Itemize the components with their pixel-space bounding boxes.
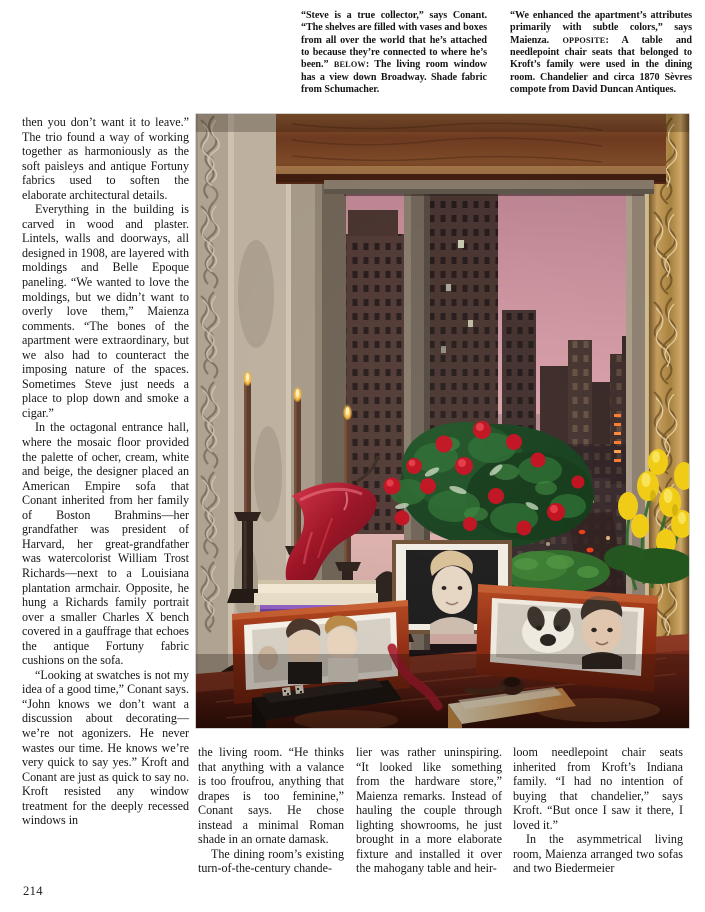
caption-right-smallcaps-opposite: OPPOSITE <box>562 35 606 45</box>
paragraph: then you don’t want it to leave.” The trio found a way of working together as harmoniously as the soft paisleys and antique Fortuny fabrics used to soften the elaborate architectural details. <box>22 115 189 202</box>
paragraph: the living room. “He thinks that anything with a valance is too froufrou, anything that drapes is too feminine,” Conant says. He chose instead a minimal Roman shade in an ornate damask. <box>198 745 344 847</box>
photo-caption-right <box>510 10 692 96</box>
caption-right-part-3: : A table and needlepoint chair seats that belonged to Kroft’s family were used in the dining room. Chandelier and circa 1870 Sèvres compote from David Duncan Antiques. <box>510 34 692 96</box>
photo-caption-left <box>301 10 487 96</box>
article-column-bottom-2 <box>356 745 502 876</box>
article-column-bottom-3 <box>513 745 683 876</box>
article-column-left <box>22 115 189 828</box>
caption-right-part-1: “We enhanced the apartment’s attributes primarily with subtle colors,” says Maienza. <box>510 10 692 46</box>
caption-band <box>0 0 705 108</box>
paragraph: loom needlepoint chair seats inherited from Kroft’s Indiana family. “I had no intention of buying that chandelier,” says Kroft. “But once I saw it there, I loved it.” <box>513 745 683 832</box>
caption-left-part-1: “Steve is a true collector,” says Conant. “The shelves are filled with vases and boxes from all over the world that he’s attached to because they’re connected to where he’s been.” <box>301 10 487 71</box>
paragraph: The dining room’s existing turn-of-the-century chande- <box>198 846 344 876</box>
photograph-living-room-window <box>196 114 689 728</box>
photograph-artwork <box>196 114 689 728</box>
paragraph: Everything in the building is carved in wood and plaster. Lintels, walls and doorways, all designed in 1908, are layered with moldings and Belle Epoque paneling. “We wanted to love the moldings, but we didn’t want to overly love them,” Maienza comments. “The bones of the apartment were extraordinary, but we also had to counteract the imposing nature of the spaces. Sometimes Steve just needs a place to plop down and smoke a cigar.” <box>22 202 189 420</box>
paragraph: In the octagonal entrance hall, where the mosaic floor provided the palette of ocher, cream, white and beige, the designer placed an American Empire sofa that Conant inherited from her family of Boston Brahmins—her grandfather was president of Harvard, her great-grandfather was watercolorist William Trost Richards—next to a Louisiana plantation armchair. Opposite, he hung a Richards family portrait over a smaller Charles X bench covered in a gauffrage that echoes the antique Fortuny fabric cushions on the sofa. <box>22 420 189 668</box>
paragraph: In the asymmetrical living room, Maienza arranged two sofas and two Biedermeier <box>513 832 683 876</box>
caption-left-smallcaps-below: BELOW <box>333 60 366 70</box>
article-column-bottom-1 <box>198 745 344 876</box>
page-number: 214 <box>23 884 43 898</box>
paragraph: lier was rather uninspiring. “It looked like something from the hardware store,” Maienza remarks. Instead of hauling the couple through lighting showrooms, he just brought in a more elaborate fixture and installed it over the mahogany table and heir- <box>356 745 502 876</box>
caption-left-part-3: : The living room window has a view down Broadway. Shade fabric from Schumacher. <box>301 59 487 96</box>
paragraph: “Looking at swatches is not my idea of a good time,” Conant says. “John knows we don’t want a discussion about decorating—we’re not agonizers. He never wastes our time. He knows we’re very quick to say yes.” Kroft and Conant are just as quick to say no. Kroft resisted any window treatment for the deeply recessed windows in <box>22 667 189 828</box>
